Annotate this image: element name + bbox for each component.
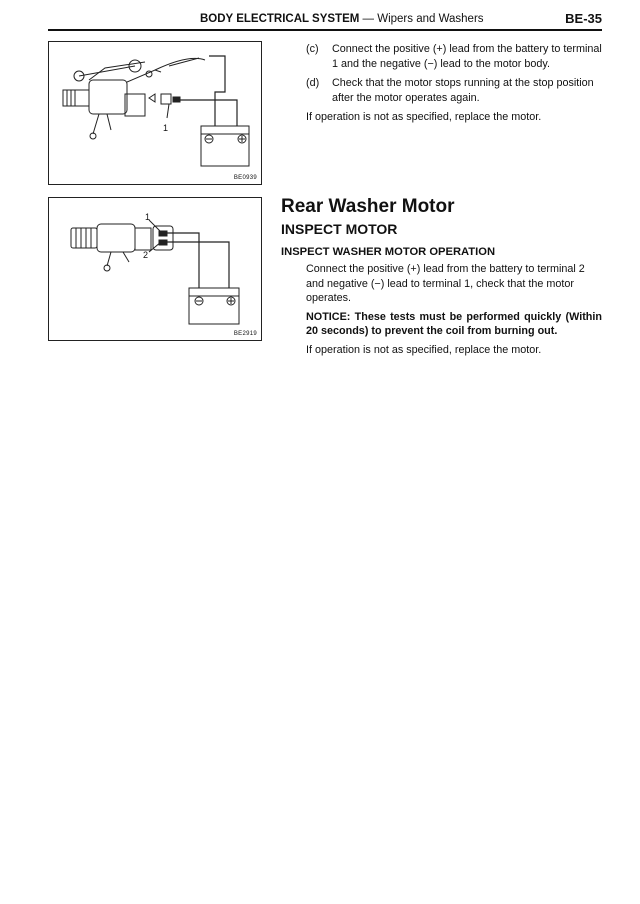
washer-motor-procedure xyxy=(306,262,602,361)
step-text: Connect the positive (+) lead from the battery to terminal 1 and the negative (−) lead to the motor body. xyxy=(332,43,602,70)
figure-code: BE0939 xyxy=(233,175,257,181)
wiper-motor-steps xyxy=(306,42,602,125)
procedure-title: INSPECT WASHER MOTOR OPERATION xyxy=(281,246,496,258)
step-c xyxy=(306,42,602,72)
notice-text: NOTICE: These tests must be performed quickly (Within 20 seconds) to prevent the coil from burning out. xyxy=(306,310,602,337)
header-separator: — xyxy=(362,13,375,25)
figure-code: BE2919 xyxy=(233,331,257,337)
washer-pump-body xyxy=(71,228,97,248)
header-rule xyxy=(48,29,602,31)
replace-motor-note: If operation is not as specified, replace the motor. xyxy=(306,111,542,123)
motor-gearbox xyxy=(89,80,127,114)
section-title: Rear Washer Motor xyxy=(281,196,455,217)
page-number: BE-35 xyxy=(565,11,602,26)
step-text: Check that the motor stops running at the stop position after the motor operates again. xyxy=(332,77,594,104)
battery-2 xyxy=(189,288,239,324)
step-d xyxy=(306,76,602,106)
washer-motor-diagram xyxy=(49,198,261,340)
washer-motor-test-figure xyxy=(48,197,262,341)
battery-1 xyxy=(201,126,249,166)
terminal-1-label: 1 xyxy=(163,123,169,133)
header-topic: Wipers and Washers xyxy=(377,13,484,25)
section-subtitle: INSPECT MOTOR xyxy=(281,221,398,237)
page-header xyxy=(48,10,602,30)
motor-connector-housing xyxy=(125,94,145,116)
instruction-text: Connect the positive (+) lead from the battery to terminal 2 and negative (−) lead to terminal 1, check that the motor operates. xyxy=(306,263,585,304)
header-section: BODY ELECTRICAL SYSTEM xyxy=(200,13,360,25)
wiper-motor-test-figure xyxy=(48,41,262,185)
header-title xyxy=(200,13,484,25)
wiper-motor-diagram xyxy=(49,42,261,184)
step-letter: (d) xyxy=(306,77,320,89)
step-letter: (c) xyxy=(306,43,319,55)
terminal-1-label: 1 xyxy=(145,212,151,222)
replace-motor-note: If operation is not as specified, replace the motor. xyxy=(306,343,542,356)
terminal-2-label: 2 xyxy=(143,250,149,260)
